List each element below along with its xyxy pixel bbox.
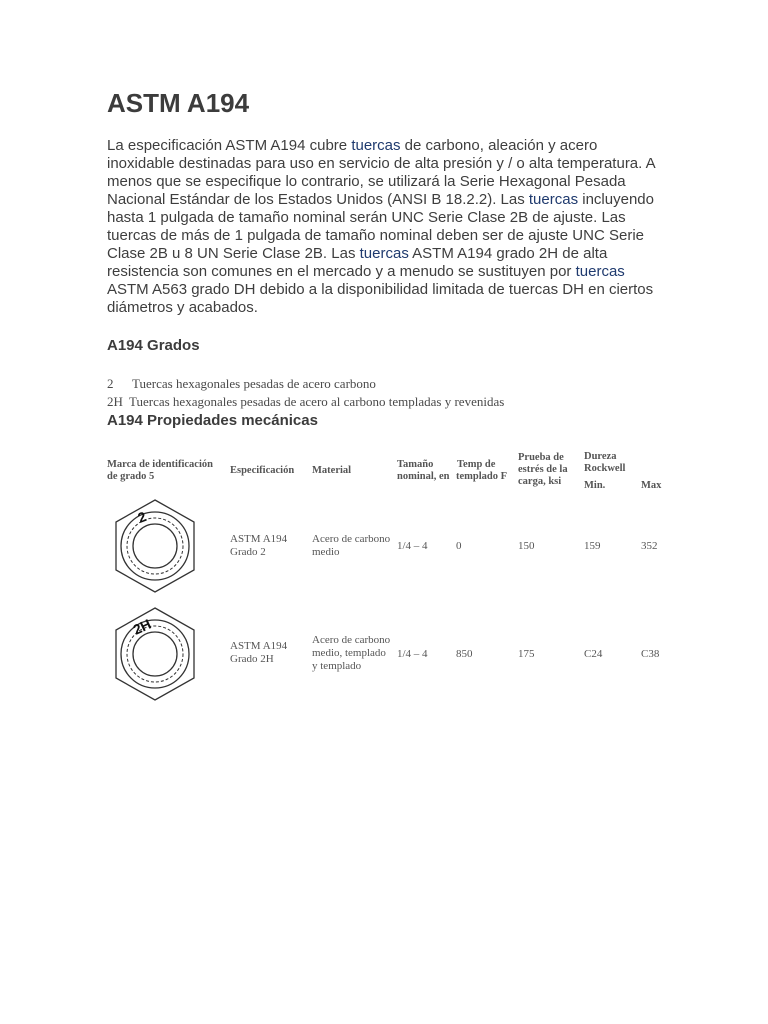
cell-line: medio, templado (312, 647, 386, 659)
cell-max: 352 (641, 540, 658, 552)
cell-material (312, 533, 390, 559)
header-prueba (518, 452, 568, 488)
grade-item (107, 393, 504, 411)
grade-code: 2 (107, 376, 114, 391)
grade-code: 2H (107, 394, 123, 409)
props-heading: A194 Propiedades mecánicas (107, 412, 318, 429)
cell-line: medio (312, 546, 340, 558)
grade-item (107, 375, 504, 393)
cell-proof: 175 (518, 648, 535, 660)
cell-max: C38 (641, 648, 660, 660)
cell-line: Grado 2H (230, 653, 274, 665)
intro-text: de carbono, aleación y acero inoxidable destinadas para uso en servicio de alta presión y / o alta temperatura. A menos que se especifique lo contrario, se utilizará la Serie Hexagonal Pesada Nacional Estándar de los Estados Unidos (ANSI B 18.2.2). Las (107, 137, 655, 208)
tuercas-link[interactable]: tuercas (528, 191, 579, 208)
header-dureza (584, 451, 625, 475)
header-line: Temp de (457, 459, 496, 470)
cell-size: 1/4 – 4 (397, 540, 428, 552)
cell-line: ASTM A194 (230, 640, 288, 652)
cell-temp: 850 (456, 648, 473, 660)
cell-min: C24 (584, 648, 603, 660)
header-line: Dureza (584, 451, 617, 462)
cell-proof: 150 (518, 540, 535, 552)
nut-mark-text: 2 (135, 508, 149, 526)
cell-min: 159 (584, 540, 601, 552)
cell-line: Grado 2 (230, 546, 266, 558)
header-line: Marca de identificación (107, 459, 213, 470)
cell-line: ASTM A194 (230, 533, 288, 545)
header-line: carga, ksi (518, 476, 562, 487)
header-especificacion: Especificación (230, 465, 295, 476)
header-line: Rockwell (584, 463, 626, 474)
cell-spec (230, 533, 287, 559)
cell-temp: 0 (456, 540, 462, 552)
grades-list (107, 375, 504, 411)
header-line: estrés de la (518, 464, 568, 475)
tuercas-link[interactable]: tuercas (359, 245, 409, 262)
header-line: templado F (456, 471, 508, 482)
grade-desc: Tuercas hexagonales pesadas de acero carbono (132, 376, 376, 391)
header-tamano (397, 459, 450, 483)
header-line: Prueba de (518, 452, 564, 463)
header-line: de grado 5 (107, 471, 155, 482)
header-line: nominal, en (397, 471, 450, 482)
tuercas-link[interactable]: tuercas (575, 263, 625, 280)
intro-text: ASTM A194 grado 2H de alta resistencia son comunes en el mercado y a menudo se sustituyen por (107, 245, 608, 280)
cell-size: 1/4 – 4 (397, 648, 428, 660)
hex-nut-grade-2-icon (112, 497, 198, 595)
page-title: ASTM A194 (107, 88, 250, 118)
cell-line: Acero de carbono (312, 634, 391, 646)
intro-text: La especificación ASTM A194 cubre (107, 137, 352, 154)
header-min: Min. (584, 480, 606, 491)
cell-spec (230, 640, 287, 666)
cell-line: Acero de carbono (312, 533, 391, 545)
intro-text: ASTM A563 grado DH debido a la disponibilidad limitada de tuercas DH en ciertos diámetros y acabados. (107, 281, 654, 316)
tuercas-link[interactable]: tuercas (351, 137, 401, 154)
nut-mark-text: 2H (130, 615, 154, 638)
grades-heading: A194 Grados (107, 337, 200, 354)
cell-material (312, 634, 390, 673)
grade-desc: Tuercas hexagonales pesadas de acero al carbono templadas y revenidas (129, 394, 505, 409)
cell-line: y templado (312, 660, 362, 672)
hex-nut-grade-2h-icon (112, 605, 198, 703)
header-line: Tamaño (397, 459, 434, 470)
header-material: Material (312, 465, 352, 476)
intro-text: incluyendo hasta 1 pulgada de tamaño nominal serán UNC Serie Clase 2B de ajuste. Las tuercas de más de 1 pulgada de tamaño nominal deben ser de ajuste UNC Serie Clase 2B u 8 UN Serie Clase 2B. Las (107, 191, 654, 262)
header-marca (107, 459, 213, 483)
header-max: Max (641, 480, 662, 491)
header-temp (456, 459, 507, 483)
intro-paragraph (107, 137, 667, 317)
